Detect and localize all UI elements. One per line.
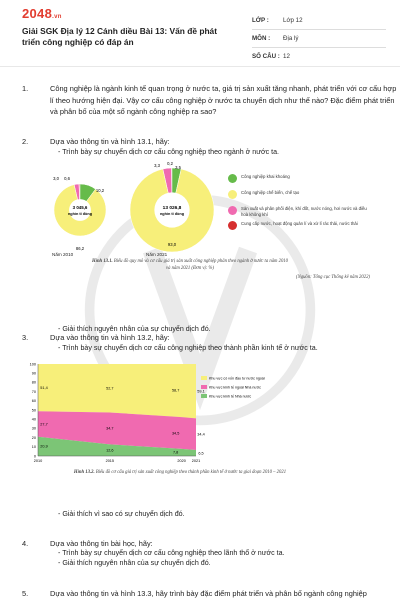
question-text: Dựa vào thông tin bài học, hãy: (50, 539, 153, 548)
question-bullet: - Giải thích nguyên nhân của sự chuyển dịch đó. (58, 325, 211, 333)
meta-key: LỚP : (252, 17, 269, 24)
legend-swatch (228, 206, 237, 215)
question-4 (22, 538, 392, 578)
area-data-label: 52,7 (106, 386, 114, 391)
caption-label: Hình 13.1. (92, 259, 113, 264)
meta-table (252, 12, 386, 65)
question-number: 3. (22, 333, 29, 342)
legend-swatch (201, 376, 207, 380)
x-tick-label: 2021 (191, 459, 201, 463)
legend-swatch (228, 221, 237, 230)
legend-item (201, 394, 251, 399)
question-text: Dựa vào thông tin và hình 13.3, hãy trình bày đặc điểm phát triển và phân bố ngành công nghiệp (50, 589, 367, 598)
x-tick-label: 2015 (105, 459, 115, 463)
y-tick-label: 20 (31, 435, 36, 440)
y-tick-label: 40 (31, 417, 36, 422)
area-data-label: 34,4 (197, 432, 205, 437)
page-header (0, 0, 400, 67)
legend-label: Sản xuất và phân phối điện, khí đốt, nước nóng, hơi nước và điều hoà không khí (241, 206, 367, 217)
figure-caption (70, 470, 290, 477)
area-data-label: 12,6 (106, 448, 114, 453)
pie-data-label: 3,3 (154, 163, 160, 168)
pie-year-label-2010: Năm 2010 (52, 252, 74, 257)
legend-item (228, 221, 368, 230)
legend-label: Khu vực kinh tế Nhà nước (209, 394, 252, 399)
legend-label: Khu vực kinh tế ngoài Nhà nước (209, 385, 261, 390)
question-5 (22, 588, 392, 600)
figure-caption (90, 259, 290, 272)
area-data-label: 58,7 (171, 388, 180, 393)
pie-data-label: 3,5 (175, 165, 181, 170)
logo-text: 2048 (22, 6, 53, 21)
pie-data-label: 10,2 (95, 188, 105, 193)
legend-label: Khu vực có vốn đầu tư nước ngoài (209, 376, 265, 381)
logo-suffix: .vn (52, 14, 62, 20)
area-data-label: 34,5 (171, 431, 180, 436)
question-bullet: - Trình bày sự chuyển dịch cơ cấu công nghiệp theo lãnh thổ ở nước ta. (58, 549, 285, 557)
pie-data-label: 0,6 (64, 176, 70, 181)
question-bullet: - Giải thích nguyên nhân của sự chuyển dịch đó. (58, 559, 211, 567)
caption-text: Biểu đồ quy mô và cơ cấu giá trị sản xuất công nghiệp phân theo ngành ở nước ta năm 2010 và năm 2021 (Đơn vị: %) (113, 259, 288, 271)
question-text: Dựa vào thông tin và hình 13.2, hãy: (50, 333, 170, 342)
x-tick-label: 2010 (33, 459, 43, 463)
y-tick-label: 70 (31, 389, 36, 394)
question-number: 2. (22, 137, 29, 146)
legend-item (201, 385, 261, 390)
figure-13-2 (20, 358, 380, 498)
legend-label: Công nghiệp chế biến, chế tạo (241, 190, 300, 195)
legend-swatch (201, 394, 207, 398)
y-tick-label: 60 (31, 399, 36, 404)
meta-key: MÔN : (252, 35, 271, 42)
legend-swatch (228, 190, 237, 199)
pie-center (69, 199, 91, 221)
pie-data-label: 93,0 (167, 242, 177, 247)
pie-data-label: 86,2 (75, 246, 85, 251)
caption-text: Biểu đồ cơ cấu giá trị sản xuất công nghiệp theo thành phần kinh tế ở nước ta giai đoạn 2010 – 2021 (95, 470, 287, 475)
pie-year-label-2021: Năm 2021 (146, 252, 168, 257)
area-data-label: 27,7 (40, 422, 48, 427)
legend-label: Công nghiệp khai khoáng (241, 174, 290, 179)
y-tick-label: 50 (31, 408, 36, 413)
x-tick-label: 2020 (177, 459, 186, 463)
area-data-label: 51,4 (40, 385, 48, 390)
caption-label: Hình 13.2. (73, 470, 95, 475)
area-data-label: 34,7 (106, 426, 114, 431)
question-number: 5. (22, 589, 29, 598)
site-logo[interactable] (22, 6, 62, 21)
y-tick-label: 100 (29, 362, 36, 367)
figure-source: (Nguồn: Tổng cục Thống kê năm 2022) (296, 275, 370, 280)
meta-value: Lớp 12 (283, 17, 303, 24)
legend-swatch (228, 174, 237, 183)
question-text: Dựa vào thông tin và hình 13.1, hãy: (50, 137, 170, 146)
meta-row-subject (252, 30, 386, 48)
y-tick-label: 0 (33, 454, 36, 459)
y-tick-label: 30 (31, 426, 36, 431)
meta-value: Địa lý (283, 35, 299, 42)
question-bullet: - Trình bày sự chuyển dịch cơ cấu công nghiệp theo ngành ở nước ta. (58, 148, 280, 156)
legend-item (228, 190, 368, 199)
meta-row-count (252, 48, 386, 65)
question-number: 4. (22, 539, 29, 548)
y-tick-label: 10 (31, 445, 36, 450)
pie-center-unit: nghìn tỉ đồng (159, 212, 185, 216)
y-tick-label: 90 (31, 371, 36, 376)
question-number: 1. (22, 84, 29, 93)
figure-13-1 (50, 160, 380, 320)
area-chart (20, 358, 380, 468)
pie-legend (228, 174, 378, 237)
legend-item (201, 376, 265, 381)
area-data-label: 6,5 (198, 451, 204, 456)
question-1 (22, 83, 397, 123)
legend-item (228, 174, 368, 183)
area-data-label: 59,1 (197, 389, 205, 394)
pie-center-value: 3 045,6 (72, 205, 88, 210)
question-text: Công nghiệp là ngành kinh tế quan trọng ở nước ta, giá trị sản xuất tăng nhanh, phát triển với cơ cấu hợp lí theo hướng hiện đại. Vậy cơ cấu công nghiệp ở nước ta chuyển dịch như thế nào? Đặc điểm phát triển và phân bố của một số ngành công nghiệp ra sao? (50, 84, 397, 116)
area-data-label: 20,9 (40, 444, 48, 449)
pie-data-label: 0,2 (167, 162, 173, 166)
meta-key: SỐ CÂU : (252, 53, 280, 60)
legend-label: Cung cấp nước, hoạt động quản lí và xử lí rác thải, nước thải (241, 221, 358, 226)
document-title: Giải SGK Địa lý 12 Cánh diều Bài 13: Vấn đề phát triển công nghiệp có đáp án (22, 26, 218, 47)
pie-center-unit: nghìn tỉ đồng (67, 212, 93, 216)
pie-center-value: 13 026,8 (162, 206, 182, 211)
y-tick-label: 80 (31, 380, 36, 385)
meta-value: 12 (283, 53, 290, 60)
pie-2021 (130, 162, 214, 252)
pie-2010 (53, 176, 106, 251)
question-bullet: - Trình bày sự chuyển dịch cơ cấu công nghiệp theo thành phần kinh tế ở nước ta. (58, 344, 318, 352)
meta-row-class (252, 12, 386, 30)
question-bullet: - Giải thích vì sao có sự chuyển dịch đó. (58, 510, 185, 518)
legend-item (228, 206, 368, 217)
pie-data-label: 3,0 (53, 176, 59, 181)
legend-swatch (201, 385, 207, 389)
area-data-label: 7,8 (172, 450, 179, 455)
